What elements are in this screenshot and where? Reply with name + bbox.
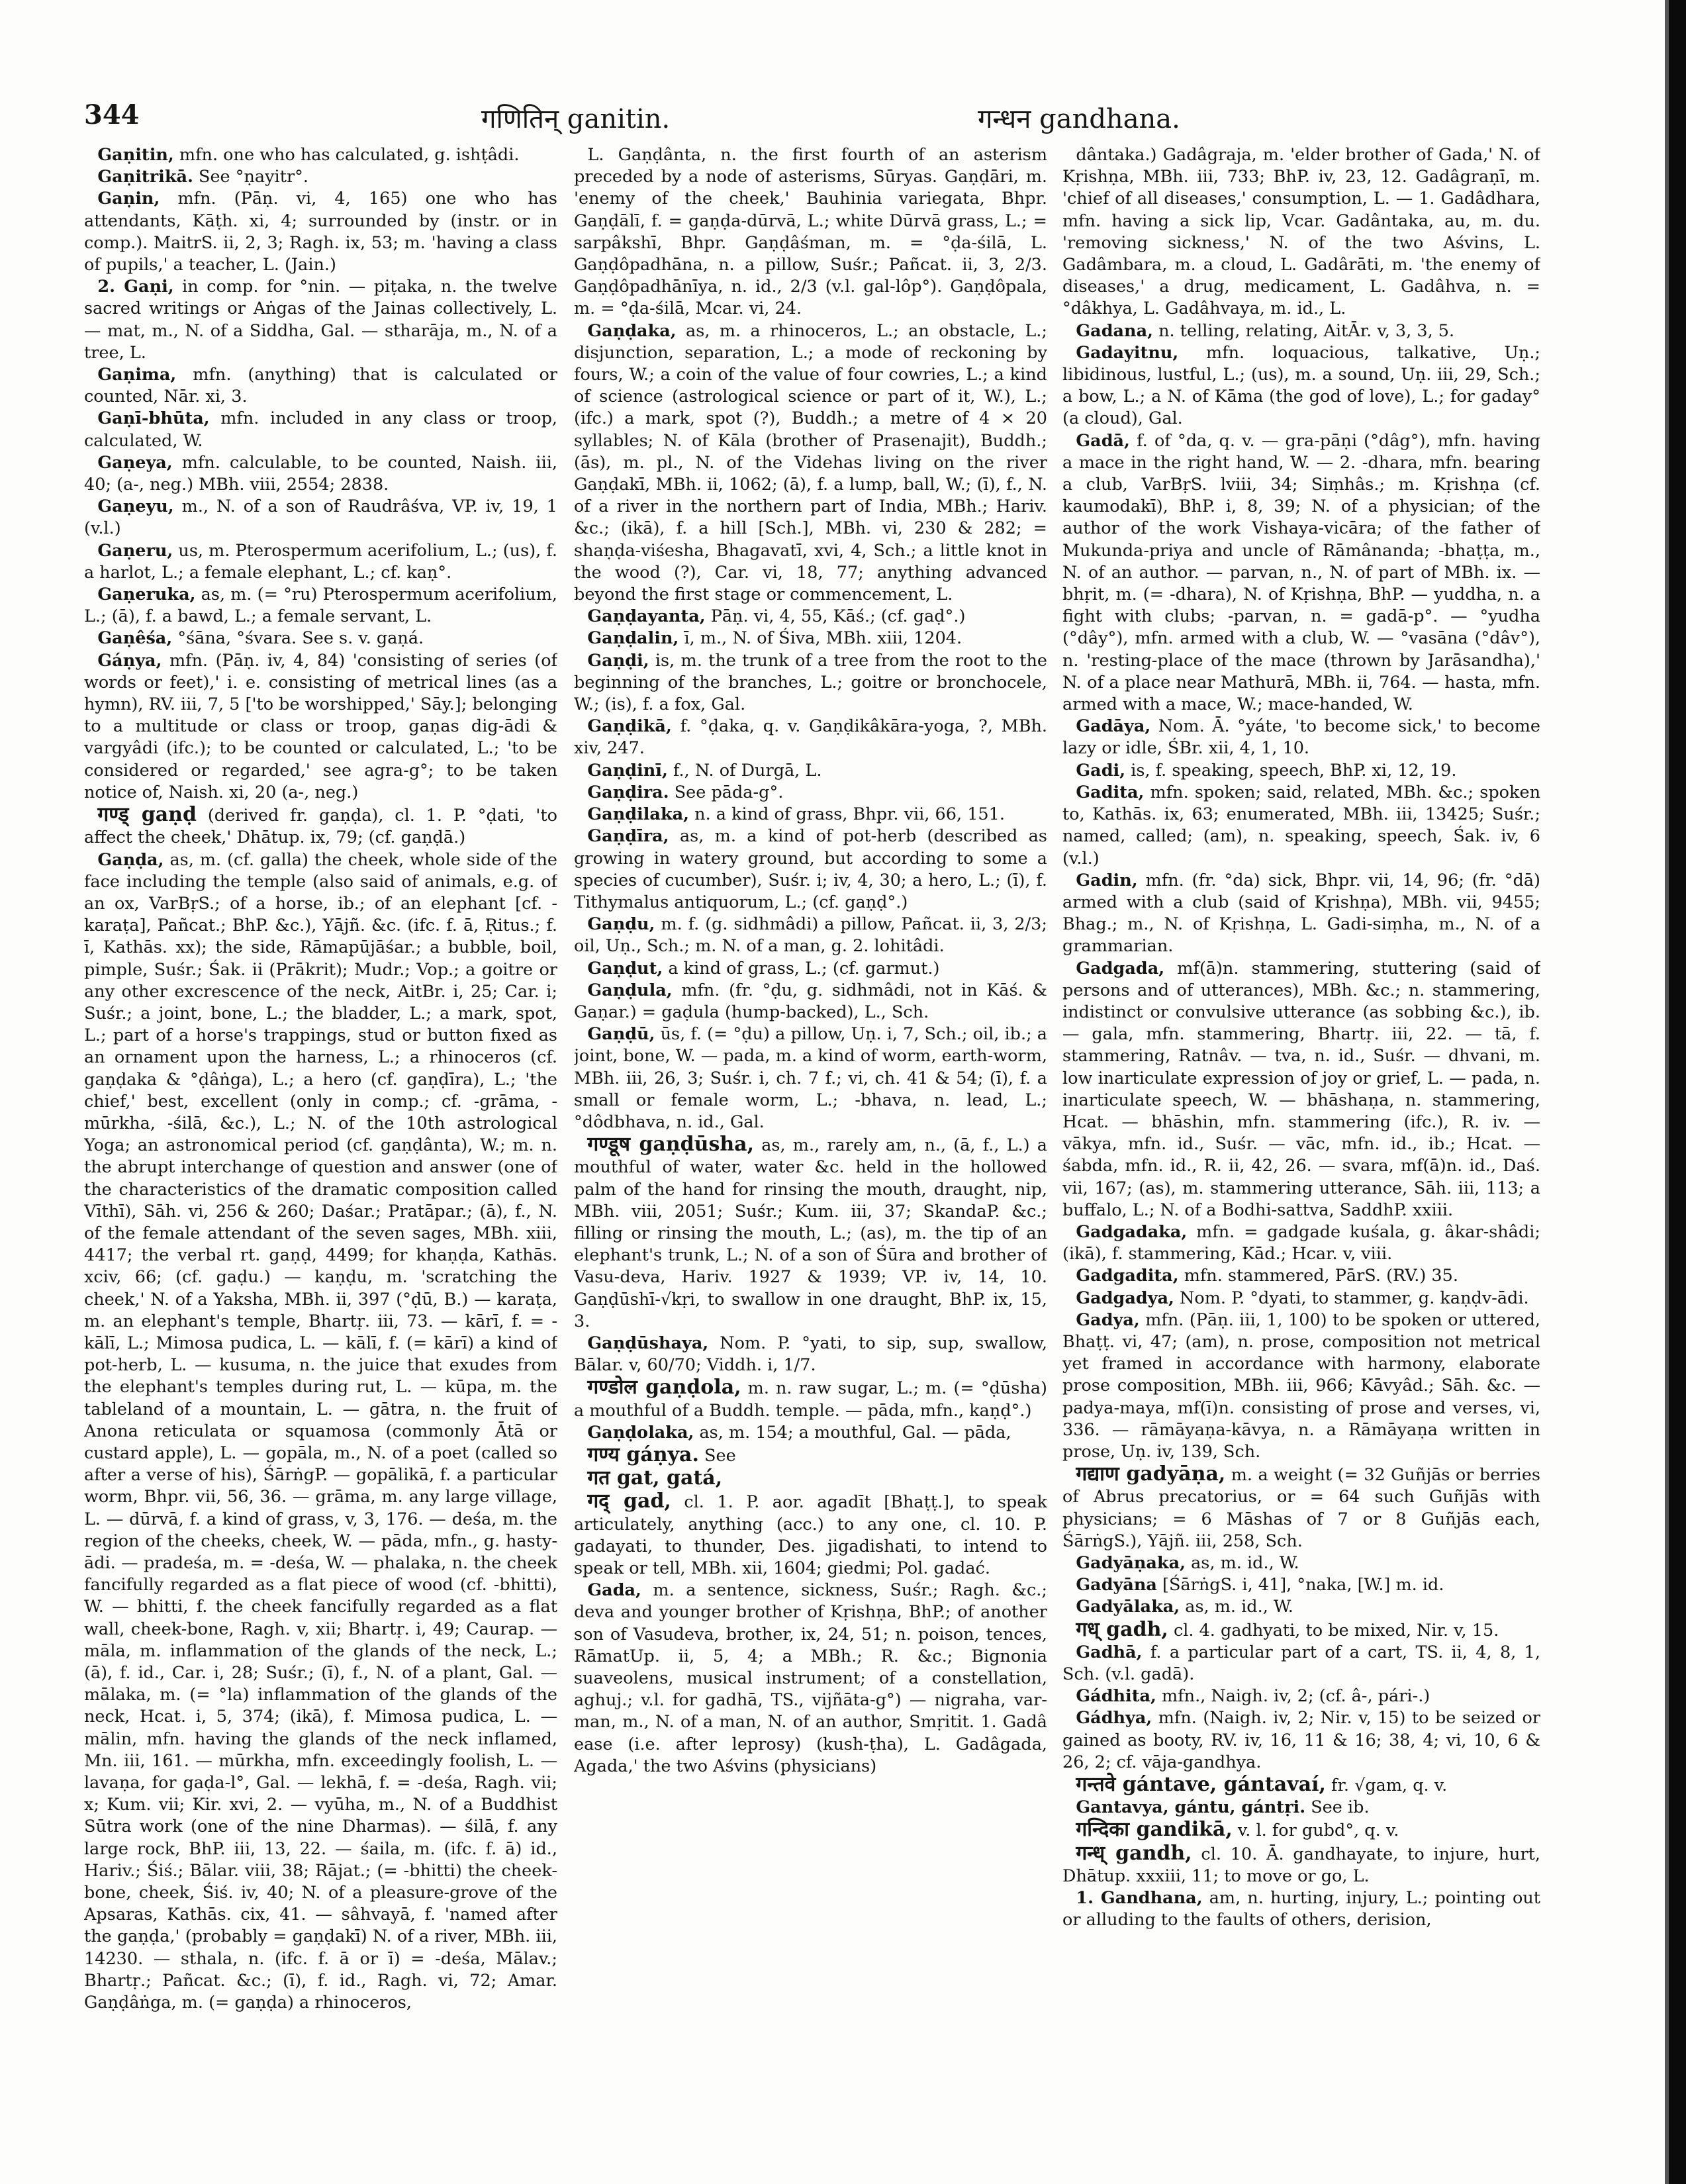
entry-definition: mfn. included in any class or troop, calculated, W. xyxy=(84,408,557,451)
entry-definition: cl. 10. Ā. gandhayate, to injure, hurt, Dhātup. xxxiii, 11; to move or go, L. xyxy=(1062,1844,1540,1886)
dictionary-entry xyxy=(84,804,557,849)
entry-headword: गत gat, gatá, xyxy=(587,1466,723,1490)
entry-definition: m. f. (g. sidhmâdi) a pillow, Pañcat. ii, 3, 2/3; oil, Uṇ., Sch.; m. N. of a man, g. 2. lohitâdi. xyxy=(574,914,1047,957)
entry-definition: mfn., Naigh. iv, 2; (cf. â-, pári-.) xyxy=(1162,1686,1430,1707)
dictionary-entry xyxy=(574,1023,1047,1133)
dictionary-entry xyxy=(1062,1774,1540,1797)
dictionary-entry xyxy=(84,452,557,496)
entry-definition: as, m. 154; a mouthful, Gal. — pāda, xyxy=(699,1422,1011,1443)
entry-definition: mfn. loquacious, talkative, Uṇ.; libidinous, lustful, L.; (us), m. a sound, Uṇ. iii, 29, Sch.; a bow, L.; a N. of Kāma (the god of love), L.; for gaday° (a cloud), Gal. xyxy=(1062,342,1540,429)
entry-headword: Gaṇḍikā, xyxy=(587,716,672,737)
dictionary-entry xyxy=(574,606,1047,628)
entry-definition: dântaka.) Gadâgraja, m. 'elder brother of Gada,' N. of Kṛishṇa, MBh. iii, 733; BhP. iv, 23, 12. Gadâgraṇī, m. 'chief of all diseases,' consumption, L. — 1. Gadâdhara, mfn. having a sick lip, Vcar. Gadântaka, au, m. du. 'removing sickness,' N. of the two Aśvins, L. Gadâmbara, m. a cloud, L. Gadârāti, m. 'the enemy of diseases,' a drug, medicament, L. Gadâhva, n. = °dâkhya, L. Gadâhvaya, m. id., L. xyxy=(1062,145,1540,319)
entry-headword: गद् gad, xyxy=(587,1490,671,1513)
entry-definition: mf(ā)n. stammering, stuttering (said of persons and of utterances), MBh. &c.; n. stammering, indistinct or convulsive utterance (as sobbing &c.), ib. — gala, mfn. stammering, Bhartṛ. iii, 22. — tā, f. stammering, Ratnâv. — tva, n. id., Suśr. — dhvani, m. low inarticulate expression of joy or grief, L. — pada, n. inarticulate speech, W. — bhāshaṇa, n. stammering, Hcat. — bhāshin, mfn. stammering (ifc.), R. iv. — vākya, mfn. id., Suśr. — vāc, mfn. id., ib.; Hcat. — śabda, mfn. id., R. ii, 42, 26. — svara, mf(ā)n. id., Daś. vii, 167; (as), m. stammering utterance, Sāh. iii, 113; a buffalo, L.; N. of a Bodhi-sattva, SaddhP. xxiii. xyxy=(1062,958,1540,1220)
entry-definition: v. l. for gubd°, q. v. xyxy=(1237,1821,1399,1841)
entry-headword: Gaṇima, xyxy=(97,365,177,385)
entry-headword: Gadgadita, xyxy=(1076,1266,1179,1286)
entry-headword: Gaṇḍalin, xyxy=(587,628,679,649)
entry-headword: गन्दिका gandikā, xyxy=(1076,1818,1233,1842)
entry-definition: m. n. raw sugar, L.; m. (= °ḍūsha) a mouthful of a Buddh. temple. — pāda, mfn., kaṇḍ°.) xyxy=(574,1378,1047,1421)
entry-definition: us, m. Pterospermum acerifolium, L.; (us), f. a harlot, L.; a female elephant, L.; cf. kaṇ°. xyxy=(84,540,557,583)
dictionary-entry xyxy=(1062,1619,1540,1642)
entry-headword: 1. Gandhana, xyxy=(1076,1888,1203,1909)
entry-headword: Gaṇḍolaka, xyxy=(587,1422,694,1443)
dictionary-entry xyxy=(574,826,1047,914)
entry-headword: Gadgadaka, xyxy=(1076,1221,1188,1242)
entry-definition: Pāṇ. vi, 4, 55, Kāś.; (cf. gaḍ°.) xyxy=(710,606,966,627)
entry-headword: गध् gadh, xyxy=(1076,1617,1168,1641)
entry-definition: See ib. xyxy=(1311,1797,1370,1818)
dictionary-entry xyxy=(84,628,557,649)
entry-headword: Gaṇeruka, xyxy=(97,585,196,605)
entry-headword: Gaṇḍi, xyxy=(587,650,649,671)
entry-definition: mfn. = gadgade kuśala, g. âkar-shâdi; (ikā), f. stammering, Kād.; Hcar. v, viii. xyxy=(1062,1221,1540,1264)
dictionary-entry xyxy=(84,650,557,804)
dictionary-entry xyxy=(1062,716,1540,759)
entry-definition: mfn. (fr. °ḍu, g. sidhmâdi, not in Kāś. & Gaṇar.) = gaḍula (hump-backed), L., Sch. xyxy=(574,980,1047,1022)
entry-definition: as, m. id., W. xyxy=(1185,1597,1293,1617)
entry-definition: as, m., rarely am, n., (ā, f., L.) a mouthful of water, water &c. held in the hollowed palm of the hand for rinsing the mouth, draught, nip, MBh. viii, 2051; Suśr.; Kum. iii, 37; SkandaP. &c.; filling or rinsing the mouth, L.; (as), m. the tip of an elephant's trunk, L.; N. of a son of Śūra and brother of Vasu-deva, Hariv. 1927 & 1939; VP. iv, 14, 10. Gaṇḍūshī-√kṛi, to swallow in one draught, BhP. ix, 15, 3. xyxy=(574,1135,1047,1331)
entry-headword: गद्याण gadyāṇa, xyxy=(1076,1462,1226,1486)
entry-headword: Gaṇeya, xyxy=(97,452,173,473)
dictionary-entry xyxy=(1062,760,1540,782)
entry-headword: Gaṇḍayanta, xyxy=(587,606,706,627)
entry-definition: Nom. P. °dyati, to stammer, g. kaṇḍv-ādi. xyxy=(1180,1288,1529,1308)
entry-headword: Gádhya, xyxy=(1076,1708,1152,1729)
dictionary-entry xyxy=(1062,1685,1540,1707)
entry-headword: Gadgada, xyxy=(1076,958,1165,978)
dictionary-entry xyxy=(1062,320,1540,342)
right-running-headword: गन्धन gandhana. xyxy=(978,104,1180,134)
entry-definition: as, m. a kind of pot-herb (described as growing in watery ground, but according to some a species of cucumber), Suśr. i; iv, 4, 30; a hero, L.; (ī), f. Tithymalus antiquorum, L.; (cf. gaṇḍ°.) xyxy=(574,826,1047,912)
entry-definition: mfn. (Pāṇ. vi, 4, 165) one who has attendants, Kāṭh. xi, 4; surrounded by (instr. or in comp.). MaitrS. ii, 2, 3; Ragh. ix, 53; m. 'having a class of pupils,' a teacher, L. (Jain.) xyxy=(84,189,557,275)
entry-headword: Gaṇitrikā. xyxy=(97,167,193,187)
dictionary-entry xyxy=(574,1444,1047,1467)
entry-headword: Gadā, xyxy=(1076,430,1130,451)
entry-definition: fr. √gam, q. v. xyxy=(1331,1776,1448,1796)
entry-definition: mfn. calculable, to be counted, Naish. iii, 40; (a-, neg.) MBh. viii, 2554; 2838. xyxy=(84,452,557,495)
dictionary-entry xyxy=(84,849,557,2015)
entry-headword: Gadhā, xyxy=(1076,1642,1143,1662)
entry-definition: as, m. (cf. galla) the cheek, whole side of the face including the temple (also said of animals, e.g. of an ox, VarBṛS.; of a horse, ib.; of an elephant [cf. -karaṭa], Pañcat.; BhP. &c.), Yājñ. &c. (ifc. f. ā, Ṛitus.; f. ī, Kathās. xx); the side, Rāmapūjāśar.; a bubble, boil, pimple, Suśr.; Śak. ii (Prākrit); Mudr.; Vop.; a goitre or any other excrescence of the neck, AitBr. i, 25; Car. i; Suśr.; a joint, bone, L.; the bladder, L.; a mark, spot, L.; part of a horse's trappings, stud or button fixed as an ornament upon the harness, L.; a rhinoceros (cf. gaṇḍaka & °ḍâṅga), L.; a hero (cf. gaṇḍīra), L.; 'the chief,' best, excellent (only in comp.; cf. -grāma, -mūrkha, -śilā, &c.), L.; N. of the 10th astrological Yoga; an astronomical period (cf. gaṇḍânta), W.; m. n. the abrupt interchange of question and answer (one of the characteristics of the dramatic composition called Vīthī), Sāh. vi, 256 & 260; Daśar.; Pratāpar.; (ā), f., N. of the female attendant of the seven sages, MBh. xiii, 4417; the verbal rt. gaṇḍ, 4499; for khaṇḍa, Kathās. xciv, 66; (cf. gaḍu.) — kaṇḍu, m. 'scratching the cheek,' N. of a Yaksha, MBh. ii, 397 (°ḍū, B.) — karaṭa, m. an elephant's temple, Bhartṛ. iii, 73. — kārī, f. = -kālī, L.; Mimosa pudica, L. — kālī, f. (= kārī) a kind of pot-herb, L. — kusuma, n. the juice that exudes from the elephant's temples during rut, L. — kūpa, m. the tableland of a mountain, L. — gātra, n. the fruit of Anona reticulata or squamosa (commonly Ātā or custard apple), L. — gopāla, m., N. of a poet (called so after a verse of his), ŚārṅgP. — gopālikā, f. a particular worm, Bhpr. vii, 56, 36. — grāma, m. any large village, L. — dūrvā, f. a kind of grass, v, 3, 176. — deśa, m. the region of the cheeks, cheek, W. — pāda, mfn., g. hasty-ādi. — pradeśa, m. = -deśa, W. — phalaka, n. the cheek fancifully regarded as a flat piece of wood (cf. -bhitti), W. — bhitti, f. the cheek fancifully regarded as a flat wall, cheek-bone, Ragh. v, xii; Bhartṛ. i, 49; Caurap. — māla, m. inflammation of the glands of the neck, L.; (ā), f. id., Car. i, 28; Suśr.; (ī), f., N. of a plant, Gal. — mālaka, m. (= °la) inflammation of the glands of the neck, Hcat. i, 5, 374; (ikā), f. Mimosa pudica, L. — mālin, mfn. having the glands of the neck inflamed, Mn. iii, 161. — mūrkha, mfn. exceedingly foolish, L. — lavaṇa, for gaḍa-l°, Gal. — lekhā, f. = -deśa, Ragh. vii; x; Kum. vii; Kir. xvi, 2. — vyūha, m., N. of a Buddhist Sūtra work (one of the nine Dharmas). — śilā, f. any large rock, BhP. iii, 13, 22. — śaila, m. (ifc. f. ā) id., Hariv.; Śiś.; Bālar. viii, 38; Rājat.; (= -bhitti) the cheek-bone, cheek, Śiś. iv, 40; N. of a pleasure-grove of the Apsaras, Kathās. cix, 41. — sâhvayā, f. 'named after the gaṇḍa,' (probably = gaṇḍakī) N. of a river, MBh. iii, 14230. — sthala, n. (ifc. f. ā or ī) = -deśa, Mālav.; Bhartṛ.; Pañcat. &c.; (ī), f. id., Ragh. vi, 72; Amar. Gaṇḍâṅga, m. (= gaṇḍa) a rhinoceros, xyxy=(84,849,557,2013)
entry-definition: n. a kind of grass, Bhpr. vii, 66, 151. xyxy=(694,804,1005,825)
entry-headword: 2. Gaṇi, xyxy=(97,277,174,297)
dictionary-entry xyxy=(84,584,557,628)
dictionary-entry xyxy=(84,540,557,584)
entry-definition: m., N. of a son of Raudrâśva, VP. iv, 19, 1 (v.l.) xyxy=(84,497,557,539)
dictionary-column-2 xyxy=(574,144,1047,2124)
entry-definition: °śāna, °śvara. See s. v. gaṇá. xyxy=(177,628,424,649)
entry-headword: Gaṇī-bhūta, xyxy=(97,408,210,429)
entry-definition: L. Gaṇḍânta, n. the first fourth of an asterism preceded by a node of asterisms, Sūryas. Gaṇḍāri, m. 'enemy of the cheek,' Bauhinia variegata, Bhpr. Gaṇḍālī, f. = gaṇḍa-dūrvā, L.; white Dūrvā grass, L.; = sarpâkshī, Bhpr. Gaṇḍâśman, m. = °ḍa-śilā, L. Gaṇḍôpadhāna, n. a pillow, Suśr.; Pañcat. ii, 3, 2/3. Gaṇḍôpadhānīya, n. id., 2/3 (v.l. gal-lôp°). Gaṇḍôpala, m. = °ḍa-śilā, Mcar. vi, 24. xyxy=(574,145,1047,319)
entry-definition: ūs, f. (= °ḍu) a pillow, Uṇ. i, 7, Sch.; oil, ib.; a joint, bone, W. — pada, m. a kind of worm, earth-worm, MBh. iii, 26, 3; Suśr. i, ch. 7 f.; vi, ch. 41 & 54; (ī), f. a small or female worm, L.; -bhava, n. lead, L.; °dôdbhava, n. id., Gal. xyxy=(574,1024,1047,1132)
entry-headword: गन्ध् gandh, xyxy=(1076,1841,1192,1865)
dictionary-entry xyxy=(574,958,1047,980)
entry-definition: (derived fr. gaṇḍa), cl. 1. P. °ḍati, 'to affect the cheek,' Dhātup. ix, 79; (cf. gaṇḍā.) xyxy=(84,806,557,848)
book-spine-shadow xyxy=(1665,0,1669,2184)
entry-definition: as, m. (= °ru) Pterospermum acerifolium, L.; (ā), f. a bawd, L.; a female servant, L. xyxy=(84,585,557,627)
dictionary-entry xyxy=(574,760,1047,782)
entry-definition: mfn. (anything) that is calculated or counted, Nār. xi, 3. xyxy=(84,365,557,407)
entry-headword: Gadyāṇaka, xyxy=(1076,1553,1186,1573)
dictionary-entry xyxy=(1062,430,1540,716)
entry-headword: Gaṇeyu, xyxy=(97,497,174,517)
entry-definition: [ŚārṅgS. i, 41], °naka, [W.] m. id. xyxy=(1162,1575,1444,1595)
entry-definition: a kind of grass, L.; (cf. garmut.) xyxy=(668,958,940,978)
entry-headword: Gada, xyxy=(587,1580,641,1601)
dictionary-entry xyxy=(574,1580,1047,1778)
dictionary-entry xyxy=(574,716,1047,759)
entry-headword: Gaṇḍa, xyxy=(97,849,164,870)
dictionary-entry xyxy=(574,650,1047,716)
entry-headword: Gadin, xyxy=(1076,870,1138,890)
left-running-headword: गणितिन् ganitin. xyxy=(481,104,671,134)
dictionary-entry xyxy=(1062,782,1540,870)
entry-definition: f., N. of Durgā, L. xyxy=(673,760,822,781)
dictionary-entry xyxy=(84,496,557,540)
entry-headword: Gaṇḍūshaya, xyxy=(587,1333,709,1353)
entry-headword: Gaṇeru, xyxy=(97,540,173,561)
entry-definition: mfn. (Pāṇ. iv, 4, 84) 'consisting of series (of words or feet),' i. e. consisting of metrical lines (as a hymn), RV. iii, 7, 5 ['to be worshipped,' Sāy.]; belonging to a multitude or class or troop, gaṇas dig-ādi & vargyâdi (ifc.); to be counted or calculated, L.; 'to be considered or regarded,' see agra-g°; to be taken notice of, Naish. xi, 20 (a-, neg.) xyxy=(84,650,557,802)
dictionary-entry xyxy=(574,980,1047,1023)
dictionary-entry xyxy=(1062,1221,1540,1265)
entry-definition: is, f. speaking, speech, BhP. xi, 12, 19. xyxy=(1131,760,1457,781)
entry-definition: f. °ḍaka, q. v. Gaṇḍikâkāra-yoga, ?, MBh. xiv, 247. xyxy=(574,716,1047,759)
entry-definition: Nom. P. °yati, to sip, sup, swallow, Bālar. v, 60/70; Viddh. i, 1/7. xyxy=(574,1333,1047,1376)
page-number: 344 xyxy=(84,99,140,130)
dictionary-entry xyxy=(574,1376,1047,1421)
dictionary-entry xyxy=(574,320,1047,606)
dictionary-entry xyxy=(1062,1574,1540,1596)
entry-headword: Gadyālaka, xyxy=(1076,1597,1180,1617)
entry-headword: Gádhita, xyxy=(1076,1686,1156,1707)
dictionary-entry xyxy=(1062,1797,1540,1819)
entry-headword: Gaṇḍīra, xyxy=(587,826,669,847)
dictionary-entry xyxy=(84,144,557,166)
entry-definition: f. of °da, q. v. — gra-pāṇi (°dâg°), mfn. having a mace in the right hand, W. — 2. -dhara, mfn. bearing a club, VarBṛS. lviii, 34; Siṃhâs.; m. Kṛishṇa (cf. kaumodakī), BhP. i, 8, 39; N. of a physician; of the author of the work Vishaya-vicāra; of the father of Mukunda-priya and uncle of Rāmânanda; -bhaṭṭa, m., N. of an author. — parvan, n., N. of part of MBh. ix. — bhṛit, m. (= -dhara), N. of Kṛishṇa, BhP. — yuddha, n. a fight with clubs; -parvan, n. = gadā-p°. — °yudha (°dây°), mfn. armed with a club, W. — °vasāna (°dâv°), n. 'resting-place of the mace (thrown by Jarāsandha),' N. of a place near Mathurā, MBh. ii, 764. — hasta, mfn. armed with a mace, W.; mace-handed, W. xyxy=(1062,430,1540,715)
entry-headword: Gadya, xyxy=(1076,1309,1140,1330)
entry-headword: Gadi, xyxy=(1076,760,1126,781)
dictionary-column-1 xyxy=(84,144,557,2124)
entry-definition: mfn. stammered, PārS. (RV.) 35. xyxy=(1184,1266,1458,1286)
dictionary-entry xyxy=(574,1467,1047,1490)
entry-definition: ī, m., N. of Śiva, MBh. xiii, 1204. xyxy=(684,628,962,649)
dictionary-entry xyxy=(84,188,557,276)
dictionary-entry xyxy=(1062,144,1540,320)
entry-definition: is, m. the trunk of a tree from the root to the beginning of the branches, L.; goitre or bronchocele, W.; (is), f. a fox, Gal. xyxy=(574,650,1047,715)
dictionary-entry xyxy=(1062,1842,1540,1887)
dictionary-entry xyxy=(574,1333,1047,1376)
entry-headword: Gaṇêśa, xyxy=(97,628,173,649)
entry-headword: Gaṇḍira. xyxy=(587,782,669,802)
entry-headword: Gaṇḍaka, xyxy=(587,320,677,341)
dictionary-entry xyxy=(1062,1552,1540,1574)
entry-headword: गण्डोल gaṇḍola, xyxy=(587,1376,741,1400)
entry-headword: Gaṇḍu, xyxy=(587,914,655,935)
dictionary-entry xyxy=(1062,1887,1540,1931)
entry-definition: mfn. spoken; said, related, MBh. &c.; spoken to, Kathās. ix, 63; enumerated, MBh. iii, 13425; Suśr.; named, called; (am), n. speaking, speech, Śak. iv, 6 (v.l.) xyxy=(1062,782,1540,869)
entry-definition: as, m. id., W. xyxy=(1191,1553,1299,1573)
entry-definition: f. a particular part of a cart, TS. ii, 4, 8, 1, Sch. (v.l. gadā). xyxy=(1062,1642,1540,1685)
entry-headword: Gaṇḍinī, xyxy=(587,760,668,781)
entry-headword: Gaṇḍū, xyxy=(587,1024,655,1045)
dictionary-entry xyxy=(1062,1309,1540,1463)
entry-headword: गण्य gáṇya. xyxy=(587,1443,699,1466)
entry-headword: Gaṇin, xyxy=(97,189,160,209)
dictionary-entry xyxy=(1062,1288,1540,1309)
entry-definition: n. telling, relating, AitĀr. v, 3, 3, 5. xyxy=(1158,320,1455,341)
dictionary-entry xyxy=(1062,1265,1540,1287)
entry-definition: Nom. Ā. °yáte, 'to become sick,' to become lazy or idle, ŚBr. xii, 4, 1, 10. xyxy=(1062,716,1540,759)
dictionary-entry xyxy=(574,1422,1047,1444)
entry-headword: Gáṇya, xyxy=(97,650,162,671)
dictionary-column-3 xyxy=(1062,144,1540,2124)
entry-headword: गण्ड् gaṇḍ xyxy=(97,803,197,827)
entry-definition: cl. 1. P. aor. agadīt [Bhaṭṭ.], to speak articulately, anything (acc.) to any one, cl. 10. P. gadayati, to thunder, Des. jigadishati, to intend to speak or tell, MBh. xii, 1604; giedmi; Pol. gadać. xyxy=(574,1492,1047,1578)
entry-definition: See xyxy=(704,1445,736,1466)
entry-headword: गन्तवे gántave, gántavaí, xyxy=(1076,1773,1326,1797)
dictionary-entry xyxy=(574,1490,1047,1580)
entry-headword: Gantavya, gántu, gántṛi. xyxy=(1076,1797,1306,1818)
entry-headword: Gadayitnu, xyxy=(1076,342,1179,363)
entry-definition: cl. 4. gadhyati, to be mixed, Nir. v, 15. xyxy=(1173,1620,1499,1640)
dictionary-entry xyxy=(1062,1819,1540,1842)
book-spine-edge xyxy=(1669,0,1686,2184)
dictionary-entry xyxy=(574,782,1047,804)
entry-definition: mfn. (Naigh. iv, 2; Nir. v, 15) to be seized or gained as booty, RV. iv, 16, 11 & 16; 38, 4; vi, 10, 6 & 26, 2; cf. vāja-gandhya. xyxy=(1062,1708,1540,1772)
dictionary-entry xyxy=(574,804,1047,826)
dictionary-entry xyxy=(84,276,557,364)
entry-definition: in comp. for °nin. — piṭaka, n. the twelve sacred writings or Aṅgas of the Jainas collectively, L. — mat, m., N. of a Siddha, Gal. — stharāja, m., N. of a tree, L. xyxy=(84,277,557,363)
dictionary-entry xyxy=(1062,1463,1540,1552)
entry-headword: Gadita, xyxy=(1076,782,1145,802)
entry-definition: mfn. (fr. °da) sick, Bhpr. vii, 14, 96; (fr. °dā) armed with a club (said of Kṛishṇa), MBh. vii, 9455; Bhag.; m., N. of Kṛishṇa, L. Gadi-siṃha, m., N. of a grammarian. xyxy=(1062,870,1540,957)
dictionary-entry xyxy=(1062,1707,1540,1774)
page-header xyxy=(84,99,1580,139)
entry-headword: Gaṇitin, xyxy=(97,145,174,165)
entry-headword: Gadana, xyxy=(1076,320,1153,341)
dictionary-entry xyxy=(1062,342,1540,430)
entry-definition: m. a sentence, sickness, Suśr.; Ragh. &c.; deva and younger brother of Kṛishṇa, BhP.; of another son of Vasudeva, brother, ix, 24, 51; n. poison, tences, RāmatUp. ii, 5, 4; a MBh.; R. &c.; Bignonia suaveolens, musical instrument; of a constellation, aghuj.; v.l. for gadhā, TS., vijñāta-g°) — nigraha, var-man, m., N. of a man, N. of an author, Smṛitit. 1. Gadâ ease (i.e. after leprosy) (kush-ṭha), L. Gadâgada, Agada,' the two Aśvins (physicians) xyxy=(574,1580,1047,1776)
entry-headword: Gaṇḍut, xyxy=(587,958,663,978)
dictionary-entry xyxy=(574,628,1047,649)
dictionary-entry xyxy=(574,914,1047,957)
dictionary-entry xyxy=(1062,1642,1540,1685)
dictionary-entry xyxy=(1062,958,1540,1221)
dictionary-entry xyxy=(574,1133,1047,1333)
entry-definition: See °ṇayitr°. xyxy=(199,167,308,187)
entry-headword: Gaṇḍilaka, xyxy=(587,804,690,825)
dictionary-entry xyxy=(84,408,557,451)
entry-definition: am, n. hurting, injury, L.; pointing out or alluding to the faults of others, derision, xyxy=(1062,1888,1540,1930)
dictionary-entry xyxy=(84,364,557,408)
dictionary-entry xyxy=(1062,1596,1540,1618)
dictionary-entry xyxy=(1062,870,1540,958)
entry-headword: Gaṇḍula, xyxy=(587,980,673,1000)
entry-definition: mfn. one who has calculated, g. ishṭâdi. xyxy=(179,145,520,165)
entry-definition: mfn. (Pāṇ. iii, 1, 100) to be spoken or uttered, Bhaṭṭ. vi, 47; (am), n. prose, composition not metrical yet framed in accordance with harmony, elaborate prose composition, MBh. iii, 966; Kāvyâd.; Sāh. &c. — padya-maya, mf(ī)n. consisting of prose and verses, vi, 336. — rāmāyaṇa-kāvya, n. a Rāmāyaṇa written in prose, Uṇ. iv, 139, Sch. xyxy=(1062,1309,1540,1462)
dictionary-entry xyxy=(84,166,557,188)
dictionary-entry xyxy=(574,144,1047,320)
entry-headword: गण्डूष gaṇḍūsha, xyxy=(587,1133,755,1157)
entry-definition: See pāda-g°. xyxy=(674,782,784,802)
entry-headword: Gadgadya, xyxy=(1076,1288,1174,1308)
entry-headword: Gadyāna xyxy=(1076,1575,1157,1595)
entry-headword: Gadāya, xyxy=(1076,716,1151,737)
entry-definition: as, m. a rhinoceros, L.; an obstacle, L.; disjunction, separation, L.; a mode of reckoning by fours, W.; a coin of the value of four cowries, L.; a kind of science (astrological science or part of it, W.), L.; (ifc.) a mark, spot (?), Buddh.; a metre of 4 × 20 syllables; N. of Kāla (brother of Prasenajit), Buddh.; (ās), m. pl., N. of the Videhas living on the river Gaṇḍakī, MBh. ii, 1062; (ā), f. a lump, ball, W.; (ī), f., N. of a river in the northern part of India, MBh.; Hariv. &c.; (ikā), f. a hill [Sch.], MBh. vi, 230 & 282; = shaṇḍa-viśesha, Bhagavatī, xvi, 4, Sch.; a little knot in the wood (?), Car. vi, 18, 77; anything advanced beyond the first stage or commencement, L. xyxy=(574,320,1047,605)
entry-definition: m. a weight (= 32 Guñjās or berries of Abrus precatorius, or = 64 such Guñjās with physicians; = 6 Māshas of 7 or 8 Guñjās each, ŚārṅgS.), Yājñ. iii, 258, Sch. xyxy=(1062,1465,1540,1551)
